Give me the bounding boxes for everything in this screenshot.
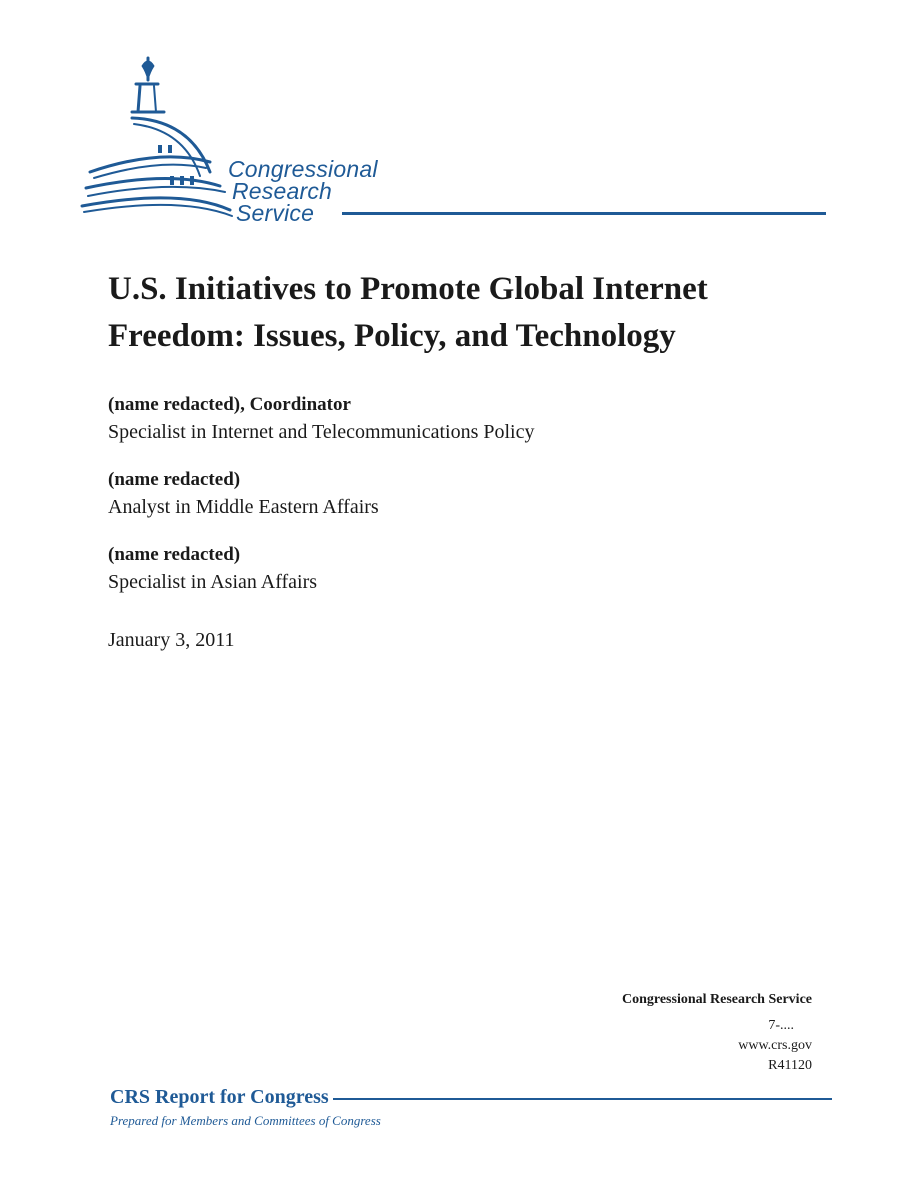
logo-word-congressional: Congressional: [228, 156, 378, 182]
report-number: R41120: [768, 1058, 812, 1073]
crs-org-name: Congressional Research Service: [621, 992, 812, 1007]
crs-info-block: [512, 990, 812, 1076]
logo-word-service: Service: [236, 200, 315, 226]
crs-logo: [80, 50, 840, 230]
author-block-1: [108, 392, 534, 446]
report-date: January 3, 2011: [108, 629, 235, 651]
title-line-2: Freedom: Issues, Policy, and Technology: [108, 318, 676, 354]
crs-website-link[interactable]: www.crs.gov: [738, 1038, 812, 1053]
crs-code: 7-....: [768, 1018, 794, 1033]
logo-rule: [342, 212, 826, 215]
author-block-3: [108, 542, 317, 596]
author-role: Analyst in Middle Eastern Affairs: [108, 496, 379, 518]
banner-title: CRS Report for Congress: [110, 1084, 333, 1110]
author-name: (name redacted): [108, 469, 241, 490]
report-title: [108, 266, 828, 360]
author-role: Specialist in Internet and Telecommunications Policy: [108, 421, 535, 443]
author-name: (name redacted): [108, 544, 241, 565]
author-name: (name redacted), Coordinator: [108, 394, 351, 415]
author-block-2: [108, 467, 379, 521]
banner-subtitle: Prepared for Members and Committees of Congress: [110, 1113, 381, 1128]
logo-word-research: Research: [232, 178, 333, 204]
title-line-1: U.S. Initiatives to Promote Global Internet: [108, 271, 708, 307]
author-role: Specialist in Asian Affairs: [108, 571, 318, 593]
report-banner: [110, 1084, 832, 1134]
